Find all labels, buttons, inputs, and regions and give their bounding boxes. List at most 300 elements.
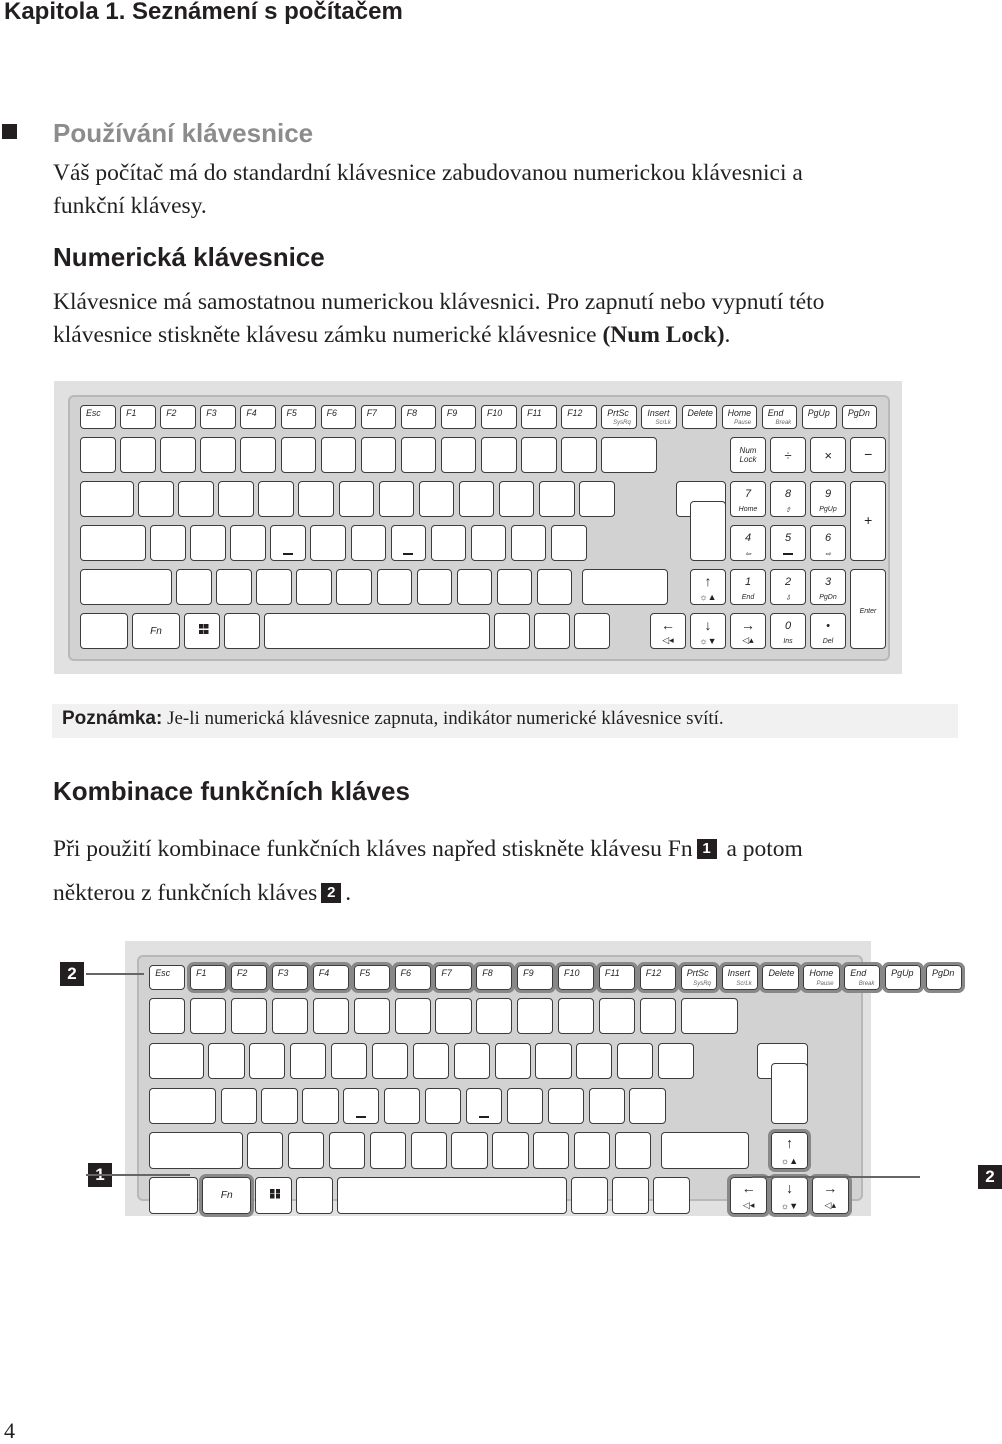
- key-letter: [331, 1043, 367, 1080]
- key-letter: [256, 569, 292, 605]
- key-numpad-6-label: 6: [824, 532, 832, 544]
- key-letter: [497, 569, 533, 605]
- brightness-down-icon: ☼▼: [699, 636, 717, 646]
- key-prtsc-label: PrtSc: [607, 408, 629, 418]
- key-letter: [247, 1132, 283, 1169]
- key-number-row: [321, 437, 357, 473]
- key-divide-label: ÷: [784, 448, 792, 463]
- key-esc-label: Esc: [155, 968, 171, 979]
- key-numpad-4: [730, 525, 766, 561]
- key-f12-label: F12: [645, 968, 662, 979]
- key-f2: [231, 965, 267, 989]
- key-letter: [178, 481, 214, 517]
- key-letter: [499, 481, 535, 517]
- key-arrow-up-brightness: [771, 1132, 808, 1169]
- key-f9: [517, 965, 553, 989]
- key-letter: [351, 525, 387, 561]
- key-numpad-dot: [810, 613, 846, 649]
- key-number-row: [354, 998, 390, 1035]
- key-numpad-6-sublabel: ⇨: [825, 551, 831, 558]
- key-backspace: [681, 998, 738, 1035]
- key-letter: [384, 1088, 420, 1125]
- combo-line-2-text: některou z funkčních kláves: [53, 880, 318, 906]
- key-home-sublabel: Pause: [734, 420, 752, 426]
- combo-line-1: [53, 832, 803, 866]
- keyboard-figure-2: [125, 941, 955, 1216]
- key-letter-nub-icon: [403, 553, 413, 555]
- key-letter: [533, 1132, 569, 1169]
- key-f3: [200, 405, 236, 429]
- key-f7-label: F7: [441, 968, 452, 979]
- key-letter: [336, 569, 372, 605]
- key-letter: [551, 525, 587, 561]
- section-title: Používání klávesnice: [53, 118, 314, 148]
- arrow-right-icon: →: [741, 617, 755, 633]
- arrow-down-icon: ↓: [704, 617, 712, 633]
- key-windows: [184, 613, 220, 649]
- key-tab: [80, 481, 134, 517]
- key-insert-label: Insert: [727, 968, 750, 979]
- key-left-shift: [80, 569, 172, 605]
- key-pgup-label: PgUp: [807, 408, 830, 418]
- key-numpad-2: [770, 569, 806, 605]
- key-pgup-label: PgUp: [891, 968, 914, 979]
- key-f4-label: F4: [318, 968, 330, 979]
- key-ctrl: [80, 613, 128, 649]
- key-letter: [537, 569, 573, 605]
- key-numpad-minus-label: −: [863, 446, 873, 462]
- keyboard-2: [137, 955, 955, 1211]
- key-letter: [539, 481, 575, 517]
- key-number-row: [160, 437, 196, 473]
- intro-line-1: Váš počítač má do standardní klávesnice zabudovanou numerickou klávesnici a: [53, 160, 803, 186]
- volume-down-icon: ◁◂: [742, 1199, 755, 1210]
- key-numpad-dot-label: •: [826, 620, 830, 632]
- key-number-row: [313, 998, 349, 1035]
- key-pgdn: [842, 405, 878, 429]
- key-insert-label: Insert: [647, 408, 670, 418]
- key-f4: [240, 405, 276, 429]
- key-letter: [629, 1088, 665, 1125]
- key-f10-label: F10: [564, 968, 580, 979]
- key-f4: [313, 965, 349, 989]
- callout-1-badge: 1: [697, 839, 717, 859]
- key-arrow-down-brightness: [690, 613, 726, 649]
- key-numpad-enter: [850, 569, 886, 649]
- key-letter: [372, 1043, 408, 1080]
- key-letter: [658, 1043, 694, 1080]
- key-letter: [138, 481, 174, 517]
- chapter-title: Kapitola 1. Seznámení s počítačem: [4, 0, 403, 25]
- key-letter: [457, 569, 493, 605]
- key-letter: [302, 1088, 338, 1125]
- key-alt: [296, 1177, 333, 1214]
- callout-line-2-top: [86, 973, 144, 975]
- key-pgdn-label: PgDn: [931, 968, 955, 979]
- callout-2-top: 2: [60, 962, 84, 986]
- keyboard-2-keys: [139, 957, 973, 1211]
- key-number-row: [190, 998, 226, 1035]
- key-number-row: [558, 998, 594, 1035]
- key-f7: [361, 405, 397, 429]
- combo-line-2: [53, 876, 351, 910]
- key-f11-label: F11: [527, 408, 542, 418]
- key-number-row: [521, 437, 557, 473]
- key-ctrl-right: [653, 1177, 690, 1214]
- key-numpad-9-label: 9: [824, 488, 832, 500]
- key-number-row: [481, 437, 517, 473]
- brightness-down-icon: ☼▼: [780, 1200, 799, 1211]
- key-right-shift: [582, 569, 668, 605]
- key-delete: [762, 965, 798, 989]
- key-letter: [270, 525, 306, 561]
- key-f9-label: F9: [523, 968, 534, 979]
- key-numpad-7: [730, 481, 766, 517]
- note-label: Poznámka:: [62, 708, 163, 729]
- key-f5: [281, 405, 317, 429]
- key-letter: [298, 481, 334, 517]
- key-letter: [379, 481, 415, 517]
- key-numpad-9: [810, 481, 846, 517]
- key-numpad-5: [770, 525, 806, 561]
- key-letter: [451, 1132, 487, 1169]
- key-f12-label: F12: [567, 408, 583, 418]
- key-backspace: [601, 437, 657, 473]
- key-delete: [682, 405, 718, 429]
- key-letter: [459, 481, 495, 517]
- key-numpad-plus: [850, 481, 886, 561]
- key-numpad-5-nub-icon: [783, 553, 793, 555]
- key-divide: [770, 437, 806, 473]
- key-arrow-right-volup: [730, 613, 766, 649]
- key-arrow-right-volup: [812, 1177, 849, 1214]
- key-numpad-dot-sublabel: Del: [822, 638, 834, 645]
- key-number-row: [517, 998, 553, 1035]
- key-letter: [471, 525, 507, 561]
- note-content: [62, 708, 724, 730]
- intro-line-2: funkční klávesy.: [53, 193, 207, 219]
- key-pgdn: [926, 965, 962, 989]
- key-numpad-0: [770, 613, 806, 649]
- key-letter: [296, 569, 332, 605]
- key-letter: [230, 525, 266, 561]
- key-space: [264, 613, 490, 649]
- key-pgup: [802, 405, 838, 429]
- key-caps-lock: [80, 525, 146, 561]
- key-caps-lock: [149, 1088, 216, 1125]
- arrow-up-icon: ↑: [704, 573, 712, 589]
- key-letter: [261, 1088, 297, 1125]
- key-letter: [535, 1043, 571, 1080]
- key-insert: [641, 405, 677, 429]
- key-prtsc: [601, 405, 637, 429]
- key-pgup: [885, 965, 921, 989]
- key-num-lock-label: Num Lock: [739, 446, 757, 464]
- key-letter: [249, 1043, 285, 1080]
- key-numpad-8: [770, 481, 806, 517]
- key-numpad-5-label: 5: [784, 532, 792, 544]
- key-numpad-4-label: 4: [744, 532, 752, 544]
- key-end: [762, 405, 798, 429]
- key-f10: [558, 965, 594, 989]
- key-numpad-1-label: 1: [744, 576, 752, 588]
- combo-line-1-text: Při použití kombinace funkčních kláves napřed stiskněte klávesu Fn: [53, 836, 693, 862]
- key-numpad-2-label: 2: [784, 576, 792, 588]
- key-f2: [160, 405, 196, 429]
- arrow-left-icon: ←: [741, 1181, 756, 1198]
- key-number-row: [435, 998, 471, 1035]
- key-insert: [722, 965, 758, 989]
- arrow-up-icon: ↑: [785, 1136, 794, 1153]
- key-letter: [391, 525, 427, 561]
- key-f6: [395, 965, 431, 989]
- key-numpad-enter-label: Enter: [859, 608, 877, 615]
- key-numpad-6: [810, 525, 846, 561]
- key-arrow-down-brightness: [771, 1177, 808, 1214]
- key-f12: [561, 405, 597, 429]
- key-ctrl: [149, 1177, 198, 1214]
- key-numpad-1: [730, 569, 766, 605]
- key-home: [803, 965, 839, 989]
- key-letter: [208, 1043, 244, 1080]
- key-letter: [413, 1043, 449, 1080]
- section-bullet-icon: [2, 124, 17, 139]
- key-number-row: [231, 998, 267, 1035]
- key-letter: [150, 525, 186, 561]
- key-letter-nub-icon: [283, 553, 293, 555]
- key-f6-label: F6: [400, 968, 411, 979]
- key-fn-label: Fn: [220, 1190, 233, 1202]
- key-letter: [310, 525, 346, 561]
- key-numpad-2-sublabel: ⇩: [785, 595, 791, 602]
- key-number-row: [200, 437, 236, 473]
- key-letter: [339, 481, 375, 517]
- key-letter: [466, 1088, 502, 1125]
- key-number-row: [80, 437, 116, 473]
- key-prtsc: [681, 965, 717, 989]
- note-box: [52, 704, 958, 738]
- key-numpad-7-label: 7: [744, 488, 752, 500]
- key-letter: [288, 1132, 324, 1169]
- key-pgdn-label: PgDn: [847, 408, 870, 418]
- key-delete-label: Delete: [687, 408, 713, 418]
- key-f5-label: F5: [286, 408, 297, 418]
- keyboard-figure-1: [54, 381, 902, 674]
- key-space: [337, 1177, 567, 1214]
- key-letter: [411, 1132, 447, 1169]
- key-fn-label: Fn: [150, 626, 162, 637]
- key-letter: [454, 1043, 490, 1080]
- brightness-up-icon: ☼▲: [780, 1156, 799, 1167]
- key-f5-label: F5: [359, 968, 371, 979]
- brightness-up-icon: ☼▲: [699, 592, 717, 602]
- key-num-lock: [730, 437, 766, 473]
- key-f11-label: F11: [604, 968, 620, 979]
- key-letter: [290, 1043, 326, 1080]
- key-numpad-8-sublabel: ⇧: [785, 507, 791, 514]
- key-f7-label: F7: [366, 408, 377, 418]
- key-letter: [417, 569, 453, 605]
- key-numpad-8-label: 8: [784, 488, 792, 500]
- key-insert-sublabel: ScrLk: [736, 980, 752, 987]
- key-letter: [425, 1088, 461, 1125]
- key-number-row: [401, 437, 437, 473]
- numeric-heading: Numerická klávesnice: [53, 242, 325, 272]
- key-f8-label: F8: [482, 968, 493, 979]
- key-end: [844, 965, 880, 989]
- key-letter: [176, 569, 212, 605]
- callout-line-2-right: [752, 1176, 920, 1178]
- key-f12: [640, 965, 676, 989]
- key-letter: [377, 569, 413, 605]
- key-letter: [218, 481, 254, 517]
- key-number-row: [561, 437, 597, 473]
- key-letter-nub-icon: [356, 1116, 366, 1118]
- key-menu: [534, 613, 570, 649]
- key-fn: [202, 1177, 251, 1214]
- key-numpad-3-sublabel: PgDn: [819, 594, 837, 601]
- arrow-down-icon: ↓: [785, 1181, 794, 1198]
- key-f10-label: F10: [487, 408, 503, 418]
- key-home: [722, 405, 758, 429]
- windows-logo-icon: [199, 624, 209, 634]
- key-letter: [548, 1088, 584, 1125]
- key-home-label: Home: [727, 408, 752, 418]
- key-letter: [221, 1088, 257, 1125]
- key-letter: [511, 525, 547, 561]
- key-letter: [576, 1043, 612, 1080]
- key-end-label: End: [850, 968, 867, 979]
- key-letter: [507, 1088, 543, 1125]
- note-text: Je-li numerická klávesnice zapnuta, indikátor numerické klávesnice svítí.: [167, 708, 724, 729]
- key-enter-bottom: [771, 1063, 808, 1124]
- key-letter: [495, 1043, 531, 1080]
- key-number-row: [149, 998, 185, 1035]
- key-numpad-9-sublabel: PgUp: [819, 506, 837, 513]
- key-f9-label: F9: [446, 408, 458, 418]
- key-letter: [343, 1088, 379, 1125]
- numeric-line-1: Klávesnice má samostatnou numerickou klávesnici. Pro zapnutí nebo vypnutí této: [53, 289, 825, 315]
- key-esc: [149, 965, 185, 989]
- key-f11: [521, 405, 557, 429]
- key-f8-label: F8: [406, 408, 418, 418]
- callout-2-badge: 2: [321, 883, 341, 903]
- callout-2-right: 2: [978, 1165, 1002, 1189]
- key-numpad-3: [810, 569, 846, 605]
- key-home-sublabel: Pause: [816, 980, 834, 987]
- key-f7: [435, 965, 471, 989]
- volume-up-icon: ◁▴: [824, 1199, 837, 1210]
- key-multiply: [810, 437, 846, 473]
- key-letter: [617, 1043, 653, 1080]
- key-f6-label: F6: [326, 408, 337, 418]
- key-arrow-left-voldown: [730, 1177, 767, 1214]
- num-lock-label: (Num Lock): [602, 322, 725, 348]
- combo-line-2-end: .: [345, 880, 352, 906]
- key-f8: [476, 965, 512, 989]
- key-number-row: [395, 998, 431, 1035]
- key-numpad-0-label: 0: [784, 620, 792, 632]
- arrow-left-icon: ←: [661, 617, 675, 633]
- combo-line-1-end: a potom: [726, 836, 803, 862]
- key-enter-bottom: [690, 501, 726, 561]
- key-f11: [599, 965, 635, 989]
- key-numpad-minus: [850, 437, 886, 473]
- key-f3-label: F3: [206, 408, 217, 418]
- key-numpad-4-sublabel: ⇦: [745, 551, 751, 558]
- key-esc: [80, 405, 116, 429]
- key-f3-label: F3: [277, 968, 289, 979]
- key-insert-sublabel: ScrLk: [655, 420, 671, 426]
- keyboard-1: [68, 395, 890, 661]
- key-arrow-left-voldown: [650, 613, 686, 649]
- key-alt-gr: [571, 1177, 608, 1214]
- key-f1: [190, 965, 226, 989]
- key-f3: [272, 965, 308, 989]
- key-windows: [255, 1177, 292, 1214]
- key-esc-label: Esc: [86, 408, 101, 418]
- key-number-row: [476, 998, 512, 1035]
- arrow-right-icon: →: [823, 1181, 838, 1198]
- key-number-row: [240, 437, 276, 473]
- key-letter: [615, 1132, 651, 1169]
- key-letter: [431, 525, 467, 561]
- key-letter: [370, 1132, 406, 1169]
- key-f1-label: F1: [126, 408, 137, 418]
- key-number-row: [441, 437, 477, 473]
- key-end-sublabel: Break: [775, 420, 792, 426]
- key-f2-label: F2: [166, 408, 177, 418]
- key-number-row: [281, 437, 317, 473]
- key-f9: [441, 405, 477, 429]
- key-fn: [132, 613, 180, 649]
- key-right-shift: [661, 1132, 749, 1169]
- key-letter: [419, 481, 455, 517]
- key-f4-label: F4: [246, 408, 257, 418]
- numeric-line-2-end: .: [724, 322, 731, 348]
- numeric-line-2: [53, 318, 730, 352]
- key-letter: [574, 1132, 610, 1169]
- callout-line-1: [86, 1174, 190, 1176]
- key-ctrl-right: [574, 613, 610, 649]
- key-tab: [149, 1043, 204, 1080]
- key-end-label: End: [767, 408, 784, 418]
- key-number-row: [272, 998, 308, 1035]
- volume-up-icon: ◁▴: [742, 635, 754, 645]
- key-letter: [579, 481, 615, 517]
- key-numpad-0-sublabel: Ins: [783, 638, 793, 645]
- key-numpad-plus-label: +: [863, 512, 873, 528]
- volume-down-icon: ◁◂: [662, 635, 674, 645]
- key-letter: [190, 525, 226, 561]
- combo-heading: Kombinace funkčních kláves: [53, 776, 410, 806]
- key-prtsc-label: PrtSc: [686, 968, 709, 979]
- key-f8: [401, 405, 437, 429]
- key-f6: [321, 405, 357, 429]
- key-letter: [258, 481, 294, 517]
- key-letter: [216, 569, 252, 605]
- key-home-label: Home: [809, 968, 834, 979]
- key-menu: [612, 1177, 649, 1214]
- key-number-row: [599, 998, 635, 1035]
- key-numpad-7-sublabel: Home: [738, 506, 758, 513]
- key-prtsc-sublabel: SysRq: [693, 980, 711, 987]
- key-f2-label: F2: [236, 968, 248, 979]
- key-left-shift: [149, 1132, 243, 1169]
- key-multiply-label: ×: [824, 448, 832, 463]
- key-alt: [224, 613, 260, 649]
- key-f10: [481, 405, 517, 429]
